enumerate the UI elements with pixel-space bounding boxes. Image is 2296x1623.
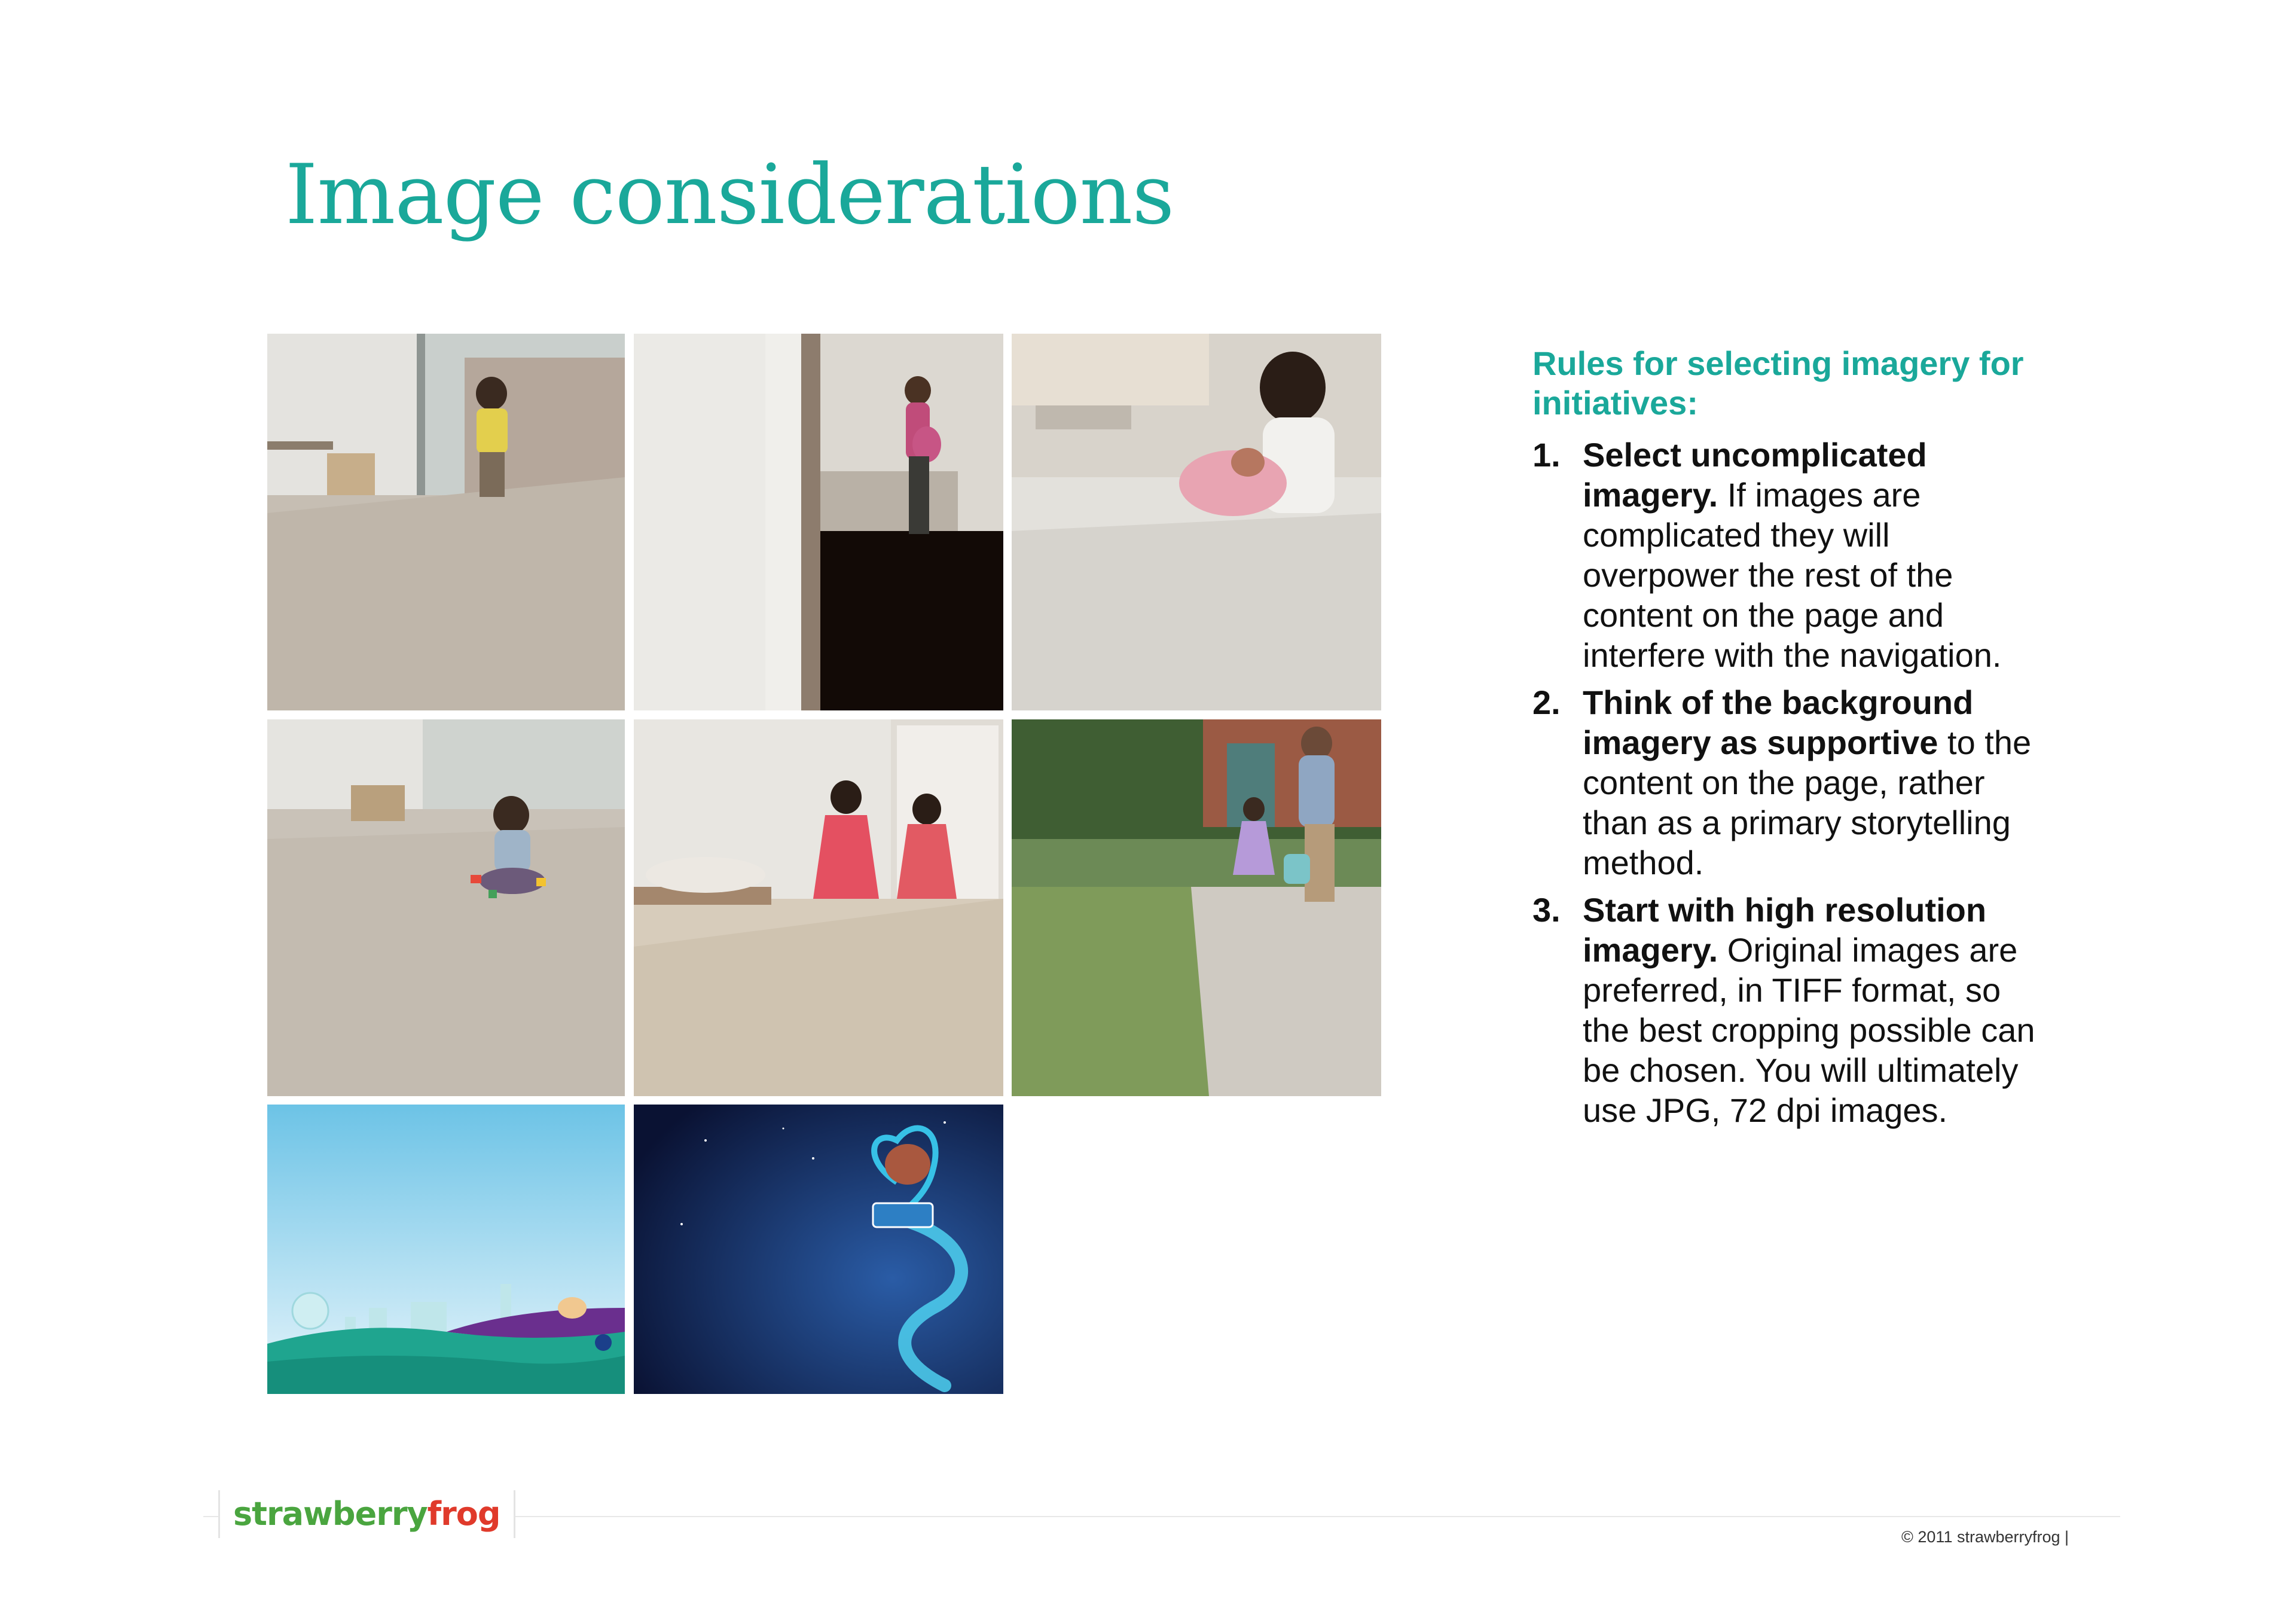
rule-item bbox=[1532, 435, 2047, 675]
logo-part-frog: frog bbox=[427, 1495, 500, 1533]
pregnant-woman-doorway-photo bbox=[634, 334, 1003, 710]
rule-number: 1. bbox=[1532, 436, 1561, 474]
rule-item bbox=[1532, 682, 2047, 883]
logo-part-strawberry: strawberry bbox=[233, 1495, 428, 1533]
girls-mirror-dancing-photo bbox=[634, 719, 1003, 1096]
rule-bold-text: Start with high resolution imagery. bbox=[1583, 891, 1987, 969]
rule-bold-text: Think of the background imagery as supportive bbox=[1583, 684, 1974, 761]
rule-text: If images are complicated they will overpower the rest of the content on the page and interfere with the navigation. bbox=[1583, 476, 2002, 674]
mother-newborn-hospital-photo bbox=[1012, 334, 1381, 710]
toddler-at-window-photo bbox=[267, 334, 625, 710]
strawberryfrog-logo bbox=[218, 1490, 515, 1538]
rule-number: 2. bbox=[1532, 684, 1561, 721]
imagery-rules bbox=[1532, 344, 2047, 1137]
night-sky-ribbon-illustration bbox=[634, 1105, 1003, 1394]
baby-playing-floor-photo bbox=[267, 719, 625, 1096]
rules-heading: Rules for selecting imagery for initiatives: bbox=[1532, 344, 2024, 422]
rule-text: Original images are preferred, in TIFF format, so the best cropping possible can be chosen. You will ultimately use JPG, 72 dpi images. bbox=[1583, 931, 2035, 1129]
rule-number: 3. bbox=[1532, 891, 1561, 929]
copyright-text: © 2011 strawberryfrog | bbox=[1901, 1528, 2069, 1546]
rule-bold-text: Select uncomplicated imagery. bbox=[1583, 436, 1927, 514]
father-daughter-school-photo bbox=[1012, 719, 1381, 1096]
rule-text: to the content on the page, rather than as a primary storytelling method. bbox=[1583, 724, 2032, 881]
skyline-hills-illustration bbox=[267, 1105, 625, 1394]
rule-item bbox=[1532, 890, 2047, 1130]
page-title: Image considerations bbox=[285, 147, 1174, 243]
